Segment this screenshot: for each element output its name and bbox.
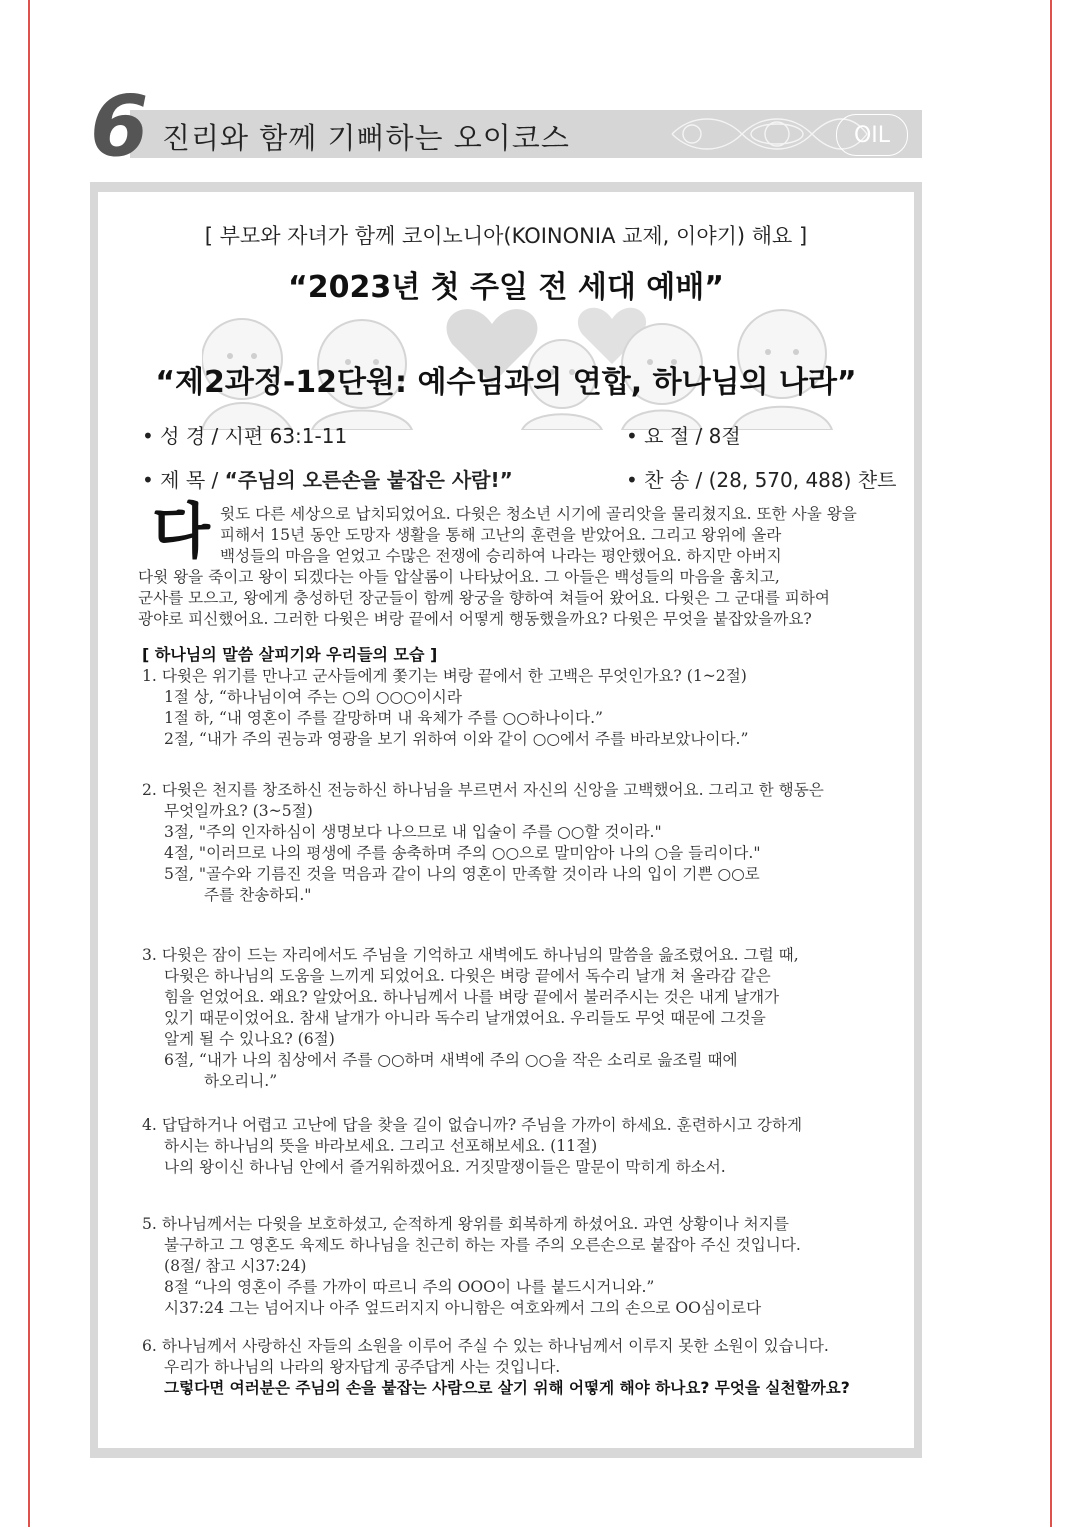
question-line: 3절, "주의 인자하심이 생명보다 나으므로 내 입술이 주를 ○○할 것이라." [164, 823, 662, 841]
meta-topic [142, 464, 513, 493]
question-line: 8절 “나의 영혼이 주를 가까이 따르니 주의 OOO이 나를 붙드시거니와.” [164, 1278, 655, 1296]
subtitle: [ 부모와 자녀가 함께 코이노니아(KOINONIA 교제, 이야기) 해요 ] [204, 224, 808, 248]
drop-cap: 다 [152, 497, 210, 567]
question-line: 1절 상, “하나님이여 주는 ○의 ○○○이시라 [164, 688, 462, 706]
intro-line: 윗도 다른 세상으로 납치되었어요. 다윗은 청소년 시기에 골리앗을 물리쳤지요. 또한 사울 왕을 [220, 505, 857, 523]
intro-paragraph [138, 497, 890, 630]
question-line: (8절/ 참고 시37:24) [164, 1257, 307, 1275]
meta-topic-value: “주님의 오른손을 붙잡은 사람!” [224, 468, 513, 492]
question-text: 6. 하나님께서 사랑하신 자들의 소원을 이루어 주실 수 있는 하나님께서 이루지 못한 소원이 있습니다. [142, 1337, 829, 1355]
question-line: 나의 왕이신 하나님 안에서 즐거워하겠어요. 거짓말쟁이들은 말문이 막히게 하소서. [164, 1158, 726, 1176]
question-line: 5절, "골수와 기름진 것을 먹음과 같이 나의 영혼이 만족할 것이라 나의 입이 기쁜 ○○로 [164, 865, 760, 883]
question-item [142, 1115, 894, 1178]
meta-scripture: • 성 경 / 시편 63:1-11 [142, 424, 348, 448]
intro-line: 다윗 왕을 죽이고 왕이 되겠다는 아들 압살롬이 나타났어요. 그 아들은 백성들의 마음을 훔치고, [138, 568, 780, 586]
question-line: 1절 하, “내 영혼이 주를 갈망하며 내 육체가 주를 ○○하나이다.” [164, 709, 604, 727]
content-panel [90, 182, 922, 1458]
question-line: 있기 때문이었어요. 참새 날개가 아니라 독수리 날개였어요. 우리들도 무엇 때문에 그것을 [164, 1009, 766, 1027]
banner-line-2: “제2과정-12단원: 예수님과의 연합, 하나님의 나라” [155, 365, 857, 400]
question-item [142, 945, 894, 1092]
question-item [142, 1336, 894, 1399]
question-line: 힘을 얻었어요. 왜요? 알았어요. 하나님께서 나를 벼랑 끝에서 불러주시는 것은 내게 날개가 [164, 988, 780, 1006]
question-text: 3. 다윗은 잠이 드는 자리에서도 주님을 기억하고 새벽에도 하나님의 말씀을 읊조렸어요. 그럴 때, [142, 946, 799, 964]
intro-line: 광야로 피신했어요. 그러한 다윗은 벼랑 끝에서 어떻게 행동했을까요? 다윗은 무엇을 붙잡았을까요? [138, 610, 812, 628]
meta-key-verse: • 요 절 / 8절 [626, 424, 741, 448]
section-heading: [ 하나님의 말씀 살피기와 우리들의 모습 ] [142, 645, 438, 664]
content-inner [98, 192, 914, 1448]
intro-line: 군사를 모으고, 왕에게 충성하던 장군들이 함께 왕궁을 향하여 쳐들어 왔어요. 다윗은 그 군대를 피하여 [138, 589, 830, 607]
question-line: 시37:24 그는 넘어지나 아주 엎드러지지 아니함은 여호와께서 그의 손으로 OO심이로다 [164, 1299, 762, 1317]
question-text: 5. 하나님께서는 다윗을 보호하셨고, 순적하게 왕위를 회복하게 하셨어요. 과연 상황이나 처지를 [142, 1215, 789, 1233]
question-line: 무엇일까요? (3~5절) [164, 802, 313, 820]
question-line: 2절, “내가 주의 권능과 영광을 보기 위하여 이와 같이 ○○에서 주를 바라보았나이다.” [164, 730, 749, 748]
section-header [90, 77, 922, 175]
intro-line: 피해서 15년 동안 도망자 생활을 통해 고난의 훈련을 받았어요. 그리고 왕위에 올라 [220, 526, 782, 544]
question-item [142, 666, 894, 750]
section-title: 진리와 함께 기뻐하는 오이코스 [162, 121, 570, 155]
question-line: 6절, “내가 나의 침상에서 주를 ○○하며 새벽에 주의 ○○을 작은 소리로 읊조릴 때에 [164, 1051, 738, 1069]
meta-hymn: • 찬 송 / (28, 570, 488) 챤트 [626, 468, 897, 492]
question-item [142, 780, 894, 906]
question-item [142, 1214, 894, 1319]
question-text: 4. 답답하거나 어렵고 고난에 답을 찾을 길이 없습니까? 주님을 가까이 하세요. 훈련하시고 강하게 [142, 1116, 803, 1134]
question-line: 불구하고 그 영혼도 육제도 하나님을 친근히 하는 자를 주의 오른손으로 붙잡아 주신 것입니다. [164, 1236, 801, 1254]
meta-topic-label: • 제 목 / [142, 468, 225, 492]
banner-line-1: “2023년 첫 주일 전 세대 예배” [288, 270, 724, 305]
question-text: 2. 다윗은 천지를 창조하신 전능하신 하나님을 부르면서 자신의 신앙을 고백했어요. 그리고 한 행동은 [142, 781, 824, 799]
intro-line: 백성들의 마음을 얻었고 수많은 전쟁에 승리하여 나라는 평안했어요. 하지만 아버지 [220, 547, 782, 565]
question-prompt: 그렇다면 여러분은 주님의 손을 붙잡는 사람으로 살기 위해 어떻게 해야 하나요? 무엇을 실천할까요? [164, 1379, 850, 1397]
question-line: 주를 찬송하되." [204, 886, 312, 904]
question-line: 우리가 하나님의 나라의 왕자답게 공주답게 사는 것입니다. [164, 1358, 561, 1376]
question-line: 다윗은 하나님의 도움을 느끼게 되었어요. 다윗은 벼랑 끝에서 독수리 날개 쳐 올라감 같은 [164, 967, 771, 985]
question-text: 1. 다윗은 위기를 만나고 군사들에게 쫓기는 벼랑 끝에서 한 고백은 무엇인가요? (1~2절) [142, 667, 747, 685]
oil-badge: OIL [836, 114, 908, 156]
section-number: 6 [90, 77, 149, 175]
question-line: 하시는 하나님의 뜻을 바라보세요. 그리고 선포해보세요. (11절) [164, 1137, 598, 1155]
question-line: 하오리니.” [204, 1072, 278, 1090]
question-line: 알게 될 수 있나요? (6절) [164, 1030, 335, 1048]
question-line: 4절, "이러므로 나의 평생에 주를 송축하며 주의 ○○으로 말미암아 나의 ○을 들리이다." [164, 844, 761, 862]
